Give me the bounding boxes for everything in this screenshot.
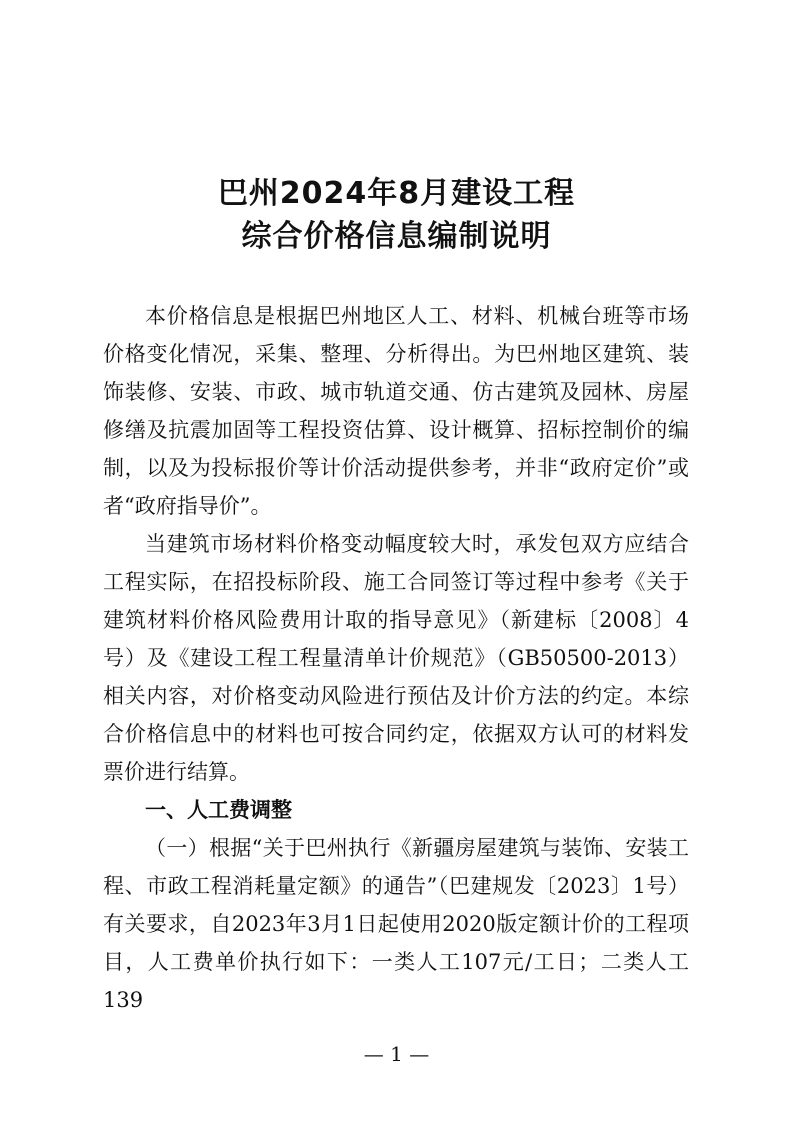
document-body (103, 297, 689, 1019)
paragraph-intro: 本价格信息是根据巴州地区人工、材料、机械台班等市场价格变化情况，采集、整理、分析得出。为巴州地区建筑、装饰装修、安装、市政、城市轨道交通、仿古建筑及园林、房屋修缮及抗震加固等工程投资估算、设计概算、招标控制价的编制，以及为投标报价等计价活动提供参考，并非“政府定价”或者“政府指导价”。 (103, 304, 689, 518)
document-title-line-1: 巴州2024年8月建设工程 (217, 176, 576, 211)
paragraph-price-risk: 当建筑市场材料价格变动幅度较大时，承发包双方应结合工程实际，在招投标阶段、施工合同签订等过程中参考《关于建筑材料价格风险费用计取的指导意见》（新建标〔2008〕4号）及《建设工程工程量清单计价规范》（GB50500-2013）相关内容，对价格变动风险进行预估及计价方法的约定。本综合价格信息中的材料也可按合同约定，依据双方认可的材料发票价进行结算。 (103, 532, 689, 784)
paragraph-labor-cost: （一）根据“关于巴州执行《新疆房屋建筑与装饰、安装工程、市政工程消耗量定额》的通告”（巴建规发〔2023〕1号）有关要求，自2023年3月1日起使用2020版定额计价的工程项目，人工费单价执行如下：一类人工107元/工日；二类人工139 (103, 836, 689, 1012)
document-title-line-2: 综合价格信息编制说明 (241, 219, 552, 254)
page-number: — 1 — (363, 1042, 430, 1066)
section-heading-labor: 一、人工费调整 (145, 798, 292, 822)
